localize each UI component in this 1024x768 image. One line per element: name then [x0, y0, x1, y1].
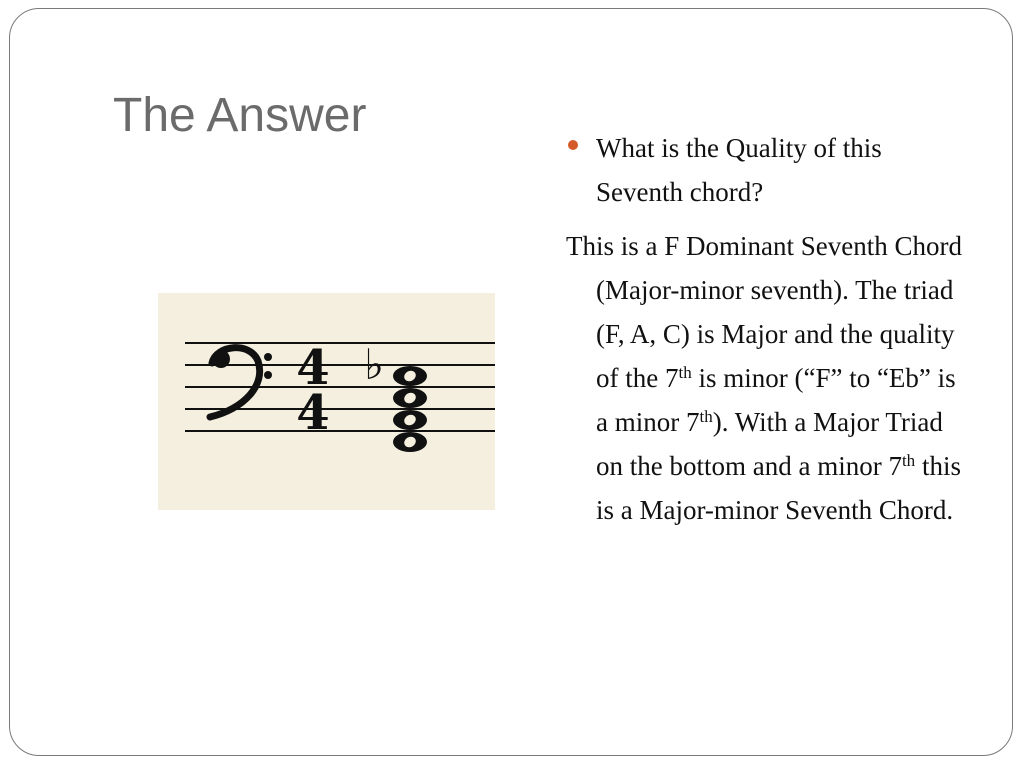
question-text: What is the Quality of this Seventh chord?: [596, 133, 882, 207]
time-signature-bottom: 4: [296, 385, 330, 441]
superscript-th-1: th: [678, 363, 692, 382]
bass-clef-icon: [210, 348, 272, 417]
slide-title: The Answer: [113, 89, 367, 142]
answer-paragraph: [566, 224, 966, 532]
chord-notation-image: [158, 293, 495, 510]
staff-lines: [185, 343, 495, 431]
bullet-dot-icon: [568, 140, 578, 150]
answer-part-2: is minor (“F” to “Eb” is a minor 7: [596, 363, 956, 437]
time-signature-top: 4: [296, 340, 330, 396]
slide-content: [566, 126, 966, 532]
superscript-th-2: th: [699, 407, 713, 426]
answer-part-4: this is a Major-minor Seventh Chord.: [596, 451, 961, 525]
answer-part-1: This is a F Dominant Seventh Chord (Major-minor seventh). The triad (F, A, C) is Major and the quality of the 7: [566, 231, 962, 393]
bullet-item: [566, 126, 966, 214]
superscript-th-3: th: [901, 451, 916, 470]
answer-part-3: ). With a Major Triad on the bottom and a minor 7: [596, 407, 943, 481]
flat-accidental: ♭: [364, 340, 384, 389]
